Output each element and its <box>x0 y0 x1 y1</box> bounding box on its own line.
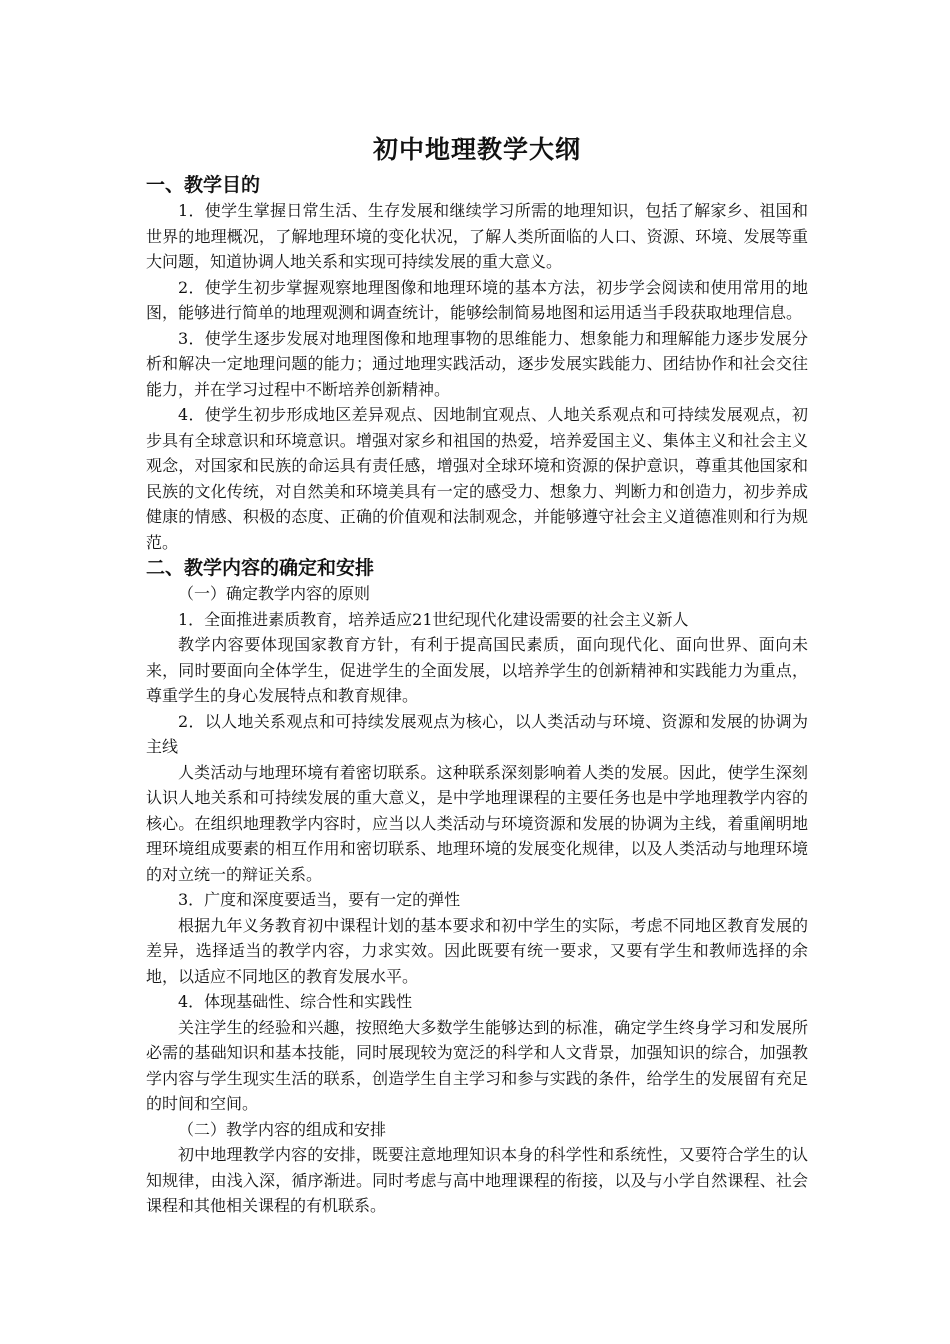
principle-3-title: 3．广度和深度要适当，要有一定的弹性 <box>178 890 461 909</box>
principle-2-body: 人类活动与地理环境有着密切联系。这种联系深刻影响着人类的发展。因此，使学生深刻认识人地关系和可持续发展的重大意义，是中学地理课程的主要任务也是中学地理教学内容的核心。在组织地理教学内容时，应当以人类活动与环境资源和发展的协调为主线，着重阐明地理环境组成要素的相互作用和密切联系、地理环境的发展变化规律，以及人类活动与地理环境的对立统一的辩证关系。 <box>146 762 808 884</box>
principle-3-body: 根据九年义务教育初中课程计划的基本要求和初中学生的实际，考虑不同地区教育发展的差异，选择适当的教学内容，力求实效。因此既要有统一要求，又要有学生和教师选择的余地，以适应不同地区的教育发展水平。 <box>146 915 808 986</box>
principle-4-body: 关注学生的经验和兴趣，按照绝大多数学生能够达到的标准，确定学生终身学习和发展所必需的基础知识和基本技能，同时展现较为宽泛的科学和人文背景，加强知识的综合，加强教学内容与学生现实生活的联系，创造学生自主学习和参与实践的条件，给学生的发展留有充足的时间和空间。 <box>146 1017 808 1113</box>
principle-4-title: 4．体现基础性、综合性和实践性 <box>178 992 413 1011</box>
principle-1-body: 教学内容要体现国家教育方针，有利于提高国民素质，面向现代化、面向世界、面向未来，同时要面向全体学生，促进学生的全面发展，以培养学生的创新精神和实践能力为重点，尊重学生的身心发展特点和教育规律。 <box>146 635 808 705</box>
goal-paragraph-4: 4．使学生初步形成地区差异观点、因地制宜观点、人地关系观点和可持续发展观点，初步具有全球意识和环境意识。增强对家乡和祖国的热爱，培养爱国主义、集体主义和社会主义观念，对国家和民族的命运具有责任感，增强对全球环境和资源的保护意识，尊重其他国家和民族的文化传统，对自然美和环境美具有一定的感受力、想象力、判断力和创造力，初步养成健康的情感、积极的态度、正确的价值观和法制观念，并能够遵守社会主义道德准则和行为规范。 <box>146 405 808 552</box>
section-heading-teaching-goals: 一、教学目的 <box>146 174 261 196</box>
section-heading-content: 二、教学内容的确定和安排 <box>146 557 375 579</box>
goal-paragraph-1: 1．使学生掌握日常生活、生存发展和继续学习所需的地理知识，包括了解家乡、祖国和世界的地理概况，了解地理环境的变化状况，了解人类所面临的人口、资源、环境、发展等重大问题，知道协调人地关系和实现可持续发展的重大意义。 <box>146 201 808 271</box>
subsection-heading-composition: （二）教学内容的组成和安排 <box>178 1119 387 1139</box>
composition-body: 初中地理教学内容的安排，既要注意地理知识本身的科学性和系统性，又要符合学生的认知规律，由浅入深，循序渐进。同时考虑与高中地理课程的衔接，以及与小学自然课程、社会课程和其他相关课程的有机联系。 <box>146 1145 808 1215</box>
principle-1-title: 1．全面推进素质教育，培养适应21世纪现代化建设需要的社会主义新人 <box>178 609 689 629</box>
goal-paragraph-3: 3．使学生逐步发展对地理图像和地理事物的思维能力、想象能力和理解能力逐步发展分析和解决一定地理问题的能力；通过地理实践活动，逐步发展实践能力、团结协作和社会交往能力，并在学习过程中不断培养创新精神。 <box>146 328 808 399</box>
principle-2-title: 2．以人地关系观点和可持续发展观点为核心，以人类活动与环境、资源和发展的协调为主线 <box>146 711 808 756</box>
goal-paragraph-2: 2．使学生初步掌握观察地理图像和地理环境的基本方法，初步学会阅读和使用常用的地图，能够进行简单的地理观测和调查统计，能够绘制简易地图和运用适当手段获取地理信息。 <box>146 277 808 322</box>
document-title: 初中地理教学大纲 <box>372 135 581 164</box>
document-page <box>146 130 808 1219</box>
subsection-heading-principles: （一）确定教学内容的原则 <box>178 584 371 603</box>
